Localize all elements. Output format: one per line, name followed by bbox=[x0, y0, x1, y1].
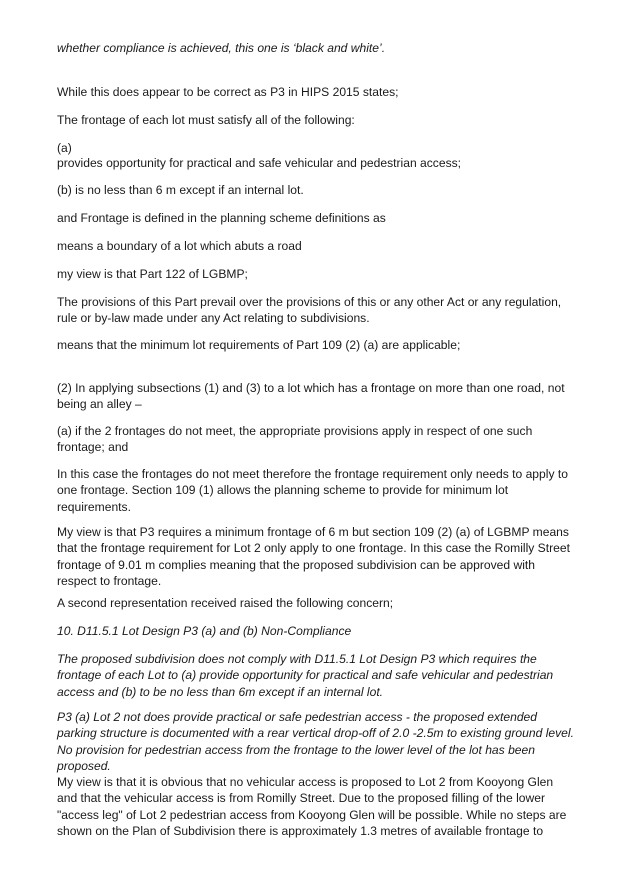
paragraph-frontages-not-meet: In this case the frontages do not meet therefore the frontage requirement only needs to apply to one frontage. Section 109 (1) allows the planning scheme to provide for minimum lot requirements. bbox=[57, 467, 568, 514]
paragraph-part-109: means that the minimum lot requirements of Part 109 (2) (a) are applicable; bbox=[57, 338, 461, 352]
paragraph-my-view-p3: My view is that P3 requires a minimum frontage of 6 m but section 109 (2) (a) of LGBMP means that the frontage requirement for Lot 2 only apply to one frontage. In this case the Romilly Street frontage of 9.01 m complies meaning that the proposed subdivision can be approved with respect to frontage. bbox=[57, 525, 570, 588]
paragraph-second-representation: A second representation received raised the following concern; bbox=[57, 596, 394, 610]
paragraph-concern-body: The proposed subdivision does not comply with D11.5.1 Lot Design P3 which requires the frontage of each Lot to (a) provide opportunity for practical and safe vehicular and pedestrian access and (b) to be no less than 6m except if an internal lot. bbox=[57, 652, 554, 699]
paragraph-provisions-prevail: The provisions of this Part prevail over the provisions of this or any other Act or any regulation, rule or by-law made under any Act relating to subdivisions. bbox=[57, 295, 562, 326]
paragraph-compliance-note: whether compliance is achieved, this one is ‘black and white’. bbox=[57, 41, 386, 55]
paragraph-frontage-rule: The frontage of each lot must satisfy all of the following: bbox=[57, 113, 355, 127]
paragraph-p3a-detail: P3 (a) Lot 2 not does provide practical or safe pedestrian access - the proposed extended parking structure is documented with a rear vertical drop-off of 2.0 -2.5m to existing ground level. No provision for pedestrian access from the frontage to the lower level of the lot has been proposed. bbox=[57, 710, 574, 773]
paragraph-item-b: (b) is no less than 6 m except if an internal lot. bbox=[57, 183, 304, 197]
paragraph-subsection-2a: (a) if the 2 frontages do not meet, the appropriate provisions apply in respect of one such frontage; and bbox=[57, 424, 533, 455]
paragraph-hips-statement: While this does appear to be correct as P3 in HIPS 2015 states; bbox=[57, 85, 399, 99]
paragraph-part-122: my view is that Part 122 of LGBMP; bbox=[57, 267, 248, 281]
paragraph-concern-heading: 10. D11.5.1 Lot Design P3 (a) and (b) Non-Compliance bbox=[57, 624, 352, 638]
paragraph-frontage-definition: means a boundary of a lot which abuts a road bbox=[57, 239, 302, 253]
paragraph-subsection-2: (2) In applying subsections (1) and (3) to a lot which has a frontage on more than one road, not being an alley – bbox=[57, 381, 565, 412]
paragraph-frontage-definition-intro: and Frontage is defined in the planning scheme definitions as bbox=[57, 211, 386, 225]
paragraph-item-a-text: provides opportunity for practical and safe vehicular and pedestrian access; bbox=[57, 156, 462, 170]
paragraph-my-view-access: My view is that it is obvious that no vehicular access is proposed to Lot 2 from Kooyong Glen and that the vehicular access is from Romilly Street. Due to the proposed filling of the lower "access leg" of Lot 2 pedestrian access from Kooyong Glen will be possible. While no steps are shown on the Plan of Subdivision there is approximately 1.3 metres of available frontage to bbox=[57, 775, 567, 838]
paragraph-item-a-label: (a) bbox=[57, 141, 72, 155]
